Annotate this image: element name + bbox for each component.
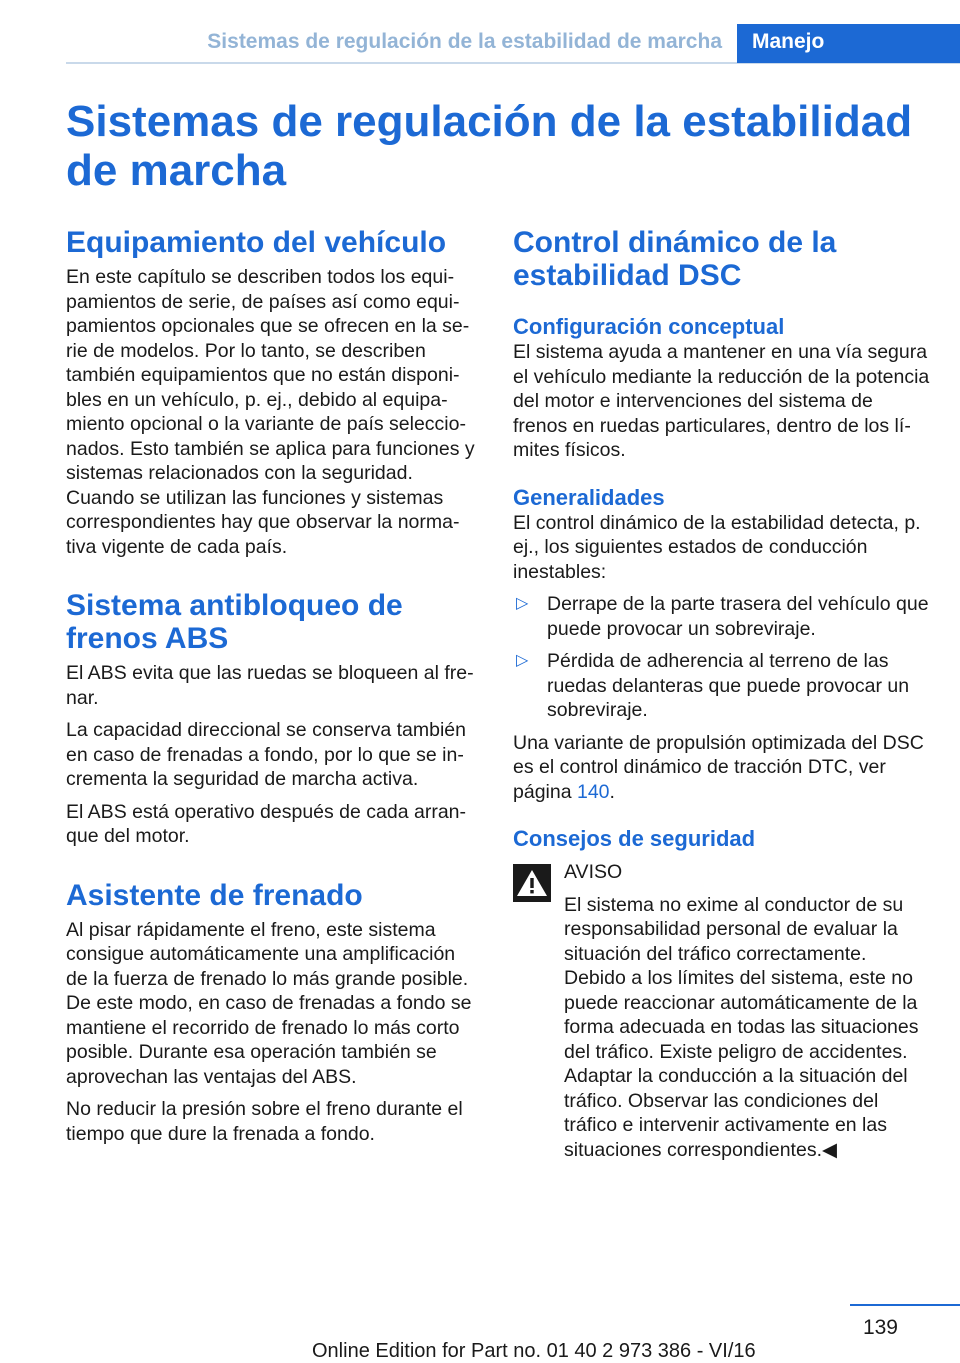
list-item-text: Pérdida de adherencia al terreno de las ruedas delanteras que puede provocar un sobreviraje. xyxy=(547,650,910,721)
list-item xyxy=(513,649,930,723)
edition-footer: Online Edition for Part no. 01 40 2 973 386 - VI/16 xyxy=(312,1340,756,1362)
chapter-tab[interactable]: Manejo xyxy=(737,24,960,63)
end-marker-icon: ◀ xyxy=(822,1138,837,1161)
general-paragraph: El control dinámico de la estabilidad detecta, p. ej., los siguientes estados de conducción inestables: xyxy=(513,511,921,583)
heading-equipment: Equipamiento del vehículo xyxy=(66,226,447,259)
dtc-text: Una variante de propulsión optimizada del DSC es el control dinámico de tracción DTC, ver página xyxy=(513,731,924,803)
list-item xyxy=(513,592,930,641)
heading-dsc: Control dinámico de la estabilidad DSC xyxy=(513,226,837,292)
warning-block xyxy=(513,860,930,1162)
dtc-text-end: . xyxy=(609,780,615,803)
abs-paragraph-2: La capacidad direccional se conserva también en caso de frenadas a fondo, por lo que se incrementa la seguridad de marcha activa. xyxy=(66,719,466,790)
warning-label: AVISO xyxy=(564,861,623,883)
brake-assist-paragraph-1: Al pisar rápidamente el freno, este sistema consigue automáticamente una amplificación de la fuerza de frenado lo más grande posible. De este modo, en caso de frenadas a fondo se mantiene el recorrido de frenado lo más corto posible. Durante esa operación también se aprovechan las ventajas del ABS. xyxy=(66,918,472,1088)
page-reference-link[interactable]: 140 xyxy=(576,780,610,803)
running-header-section: Sistemas de regulación de la estabilidad de marcha xyxy=(207,30,722,53)
abs-paragraph-1: El ABS evita que las ruedas se bloqueen al frenar. xyxy=(66,662,474,709)
abs-paragraph-3: El ABS está operativo después de cada arranque del motor. xyxy=(66,800,467,847)
left-column xyxy=(66,226,478,1146)
concept-paragraph: El sistema ayuda a mantener en una vía segura el vehículo mediante la reducción de la potencia del motor e intervenciones del sistema de frenos en ruedas particulares, dentro de los límites físicos. xyxy=(513,341,930,461)
heading-general: Generalidades xyxy=(513,484,665,510)
page-number: 139 xyxy=(862,1316,898,1339)
dtc-paragraph xyxy=(513,731,930,805)
triangle-bullet-icon: ▷ xyxy=(516,595,529,612)
warning-triangle-icon xyxy=(513,864,551,902)
unstable-states-list xyxy=(513,592,930,723)
footer-rule xyxy=(850,1304,960,1306)
list-item-text: Derrape de la parte trasera del vehículo que puede provocar un sobreviraje. xyxy=(547,593,929,640)
right-column xyxy=(513,226,930,1162)
heading-abs: Sistema antibloqueo de frenos ABS xyxy=(66,589,403,655)
page-title: Sistemas de regulación de la estabilidad de marcha xyxy=(66,97,913,195)
warning-text xyxy=(513,893,930,1163)
heading-brake-assist: Asistente de frenado xyxy=(66,878,363,912)
heading-safety: Consejos de seguridad xyxy=(513,826,756,851)
equipment-paragraph: En este capítulo se describen todos los equipamientos de serie, de países así como equipamientos opcionales que se ofrecen en la serie de modelos. Por lo tanto, se describen también equipamientos que no están disponibles en un vehículo, p. ej., debido al equipamiento opcional o la variante de país seleccionados. Esto también se aplica para funciones y sistemas relacionados con la seguridad. Cuando se utilizan las funciones y sistemas correspondientes hay que observar la normativa vigente de cada país. xyxy=(66,266,475,558)
warning-body: El sistema no exime al conductor de su responsabilidad personal de evaluar la situación del tráfico correctamente. Debido a los límites del sistema, este no puede reaccionar automáticamente de la forma adecuada en todas las situaciones del tráfico. Existe peligro de accidentes. Adaptar la conducción a la situación del tráfico. Observar las condiciones del tráfico e intervenir activamente en las situaciones correspondientes. xyxy=(564,893,919,1161)
heading-concept: Configuración conceptual xyxy=(513,314,785,339)
triangle-bullet-icon: ▷ xyxy=(516,652,529,669)
brake-assist-paragraph-2: No reducir la presión sobre el freno durante el tiempo que dure la frenada a fondo. xyxy=(66,1098,463,1145)
